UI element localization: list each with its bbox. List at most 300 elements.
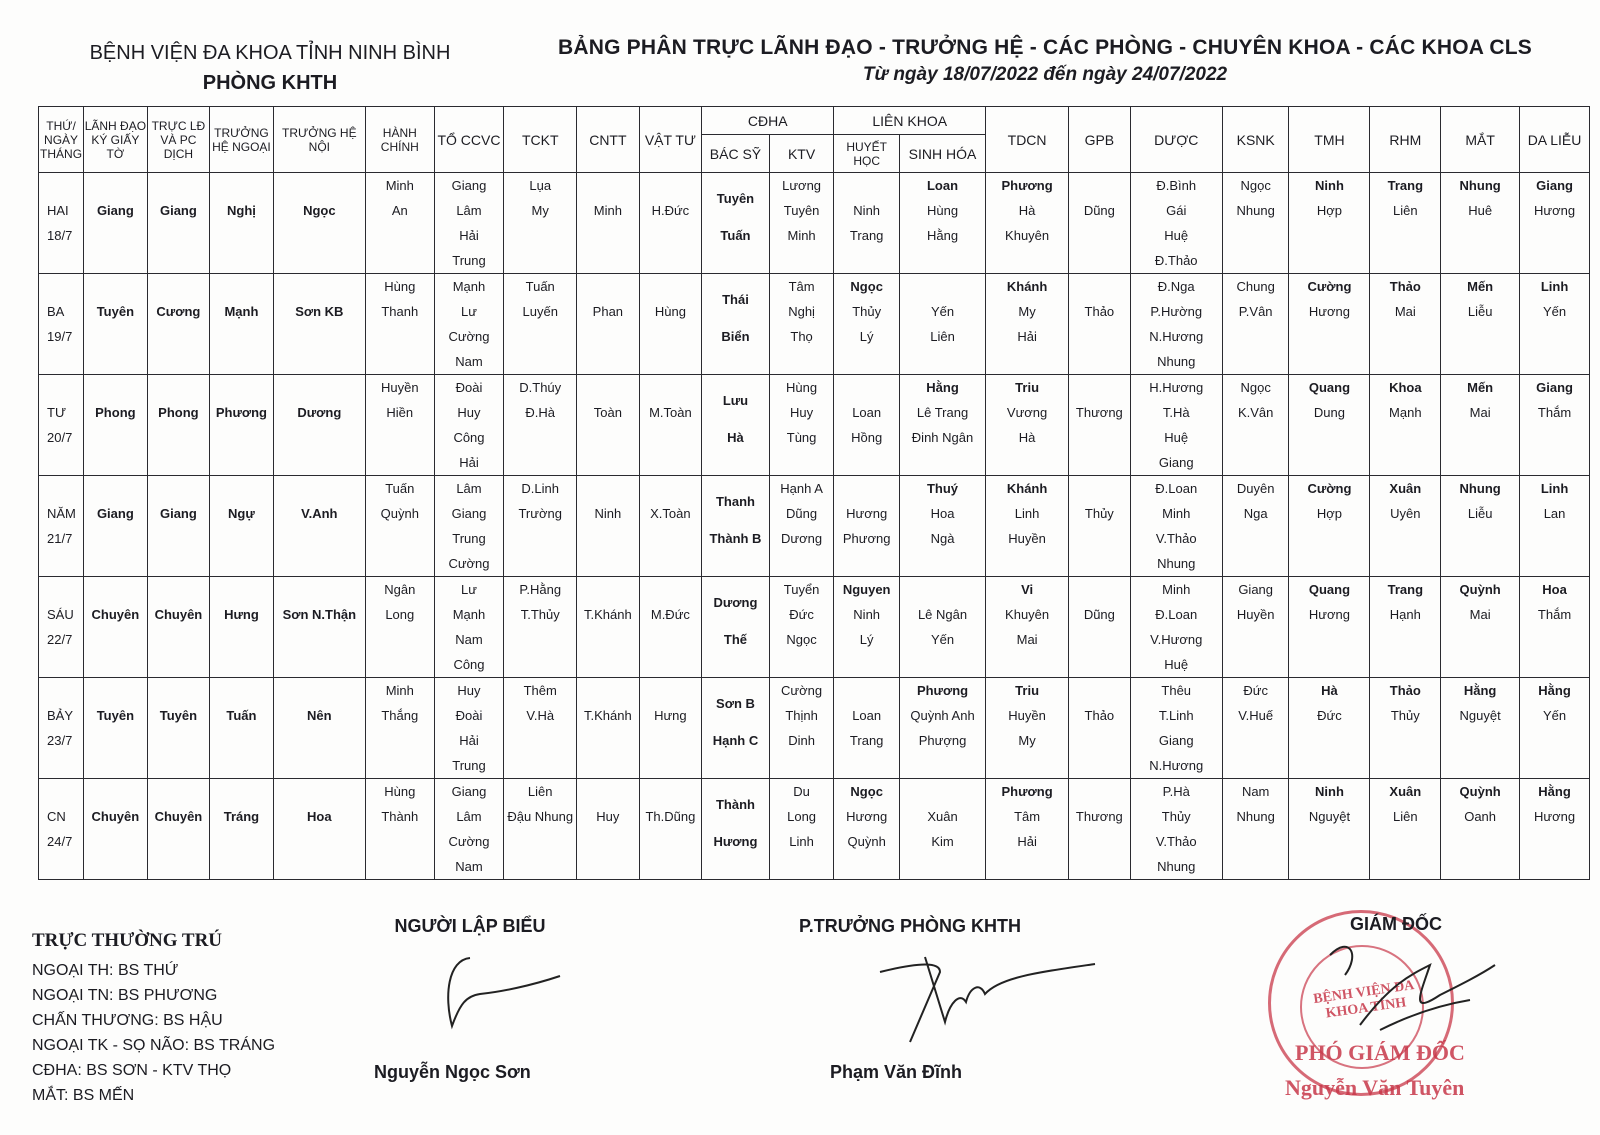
cell-tckt: Tuấn <box>504 274 577 300</box>
cell-truc <box>147 829 210 854</box>
col-tmh: TMH <box>1289 107 1370 173</box>
cell-hc <box>365 829 434 854</box>
cell-ktv: Tuyên <box>769 198 834 223</box>
deputy-title: P.TRƯỞNG PHÒNG KHTH <box>799 916 1021 936</box>
cell-ngoai <box>210 627 274 652</box>
cell-noi <box>273 829 365 854</box>
roster-row <box>39 804 1590 829</box>
director-signature-icon <box>1320 935 1500 1045</box>
cell-cntt: Ninh <box>577 501 640 526</box>
cell-to: Mạnh <box>434 274 504 300</box>
cell-rhm: Mạnh <box>1370 400 1441 425</box>
cell-vt <box>639 223 702 248</box>
cell-ksnk: Nam <box>1222 779 1289 805</box>
roster-row <box>39 198 1590 223</box>
cell-tckt: P.Hằng <box>504 577 577 603</box>
cell-ksnk: V.Huế <box>1222 703 1289 728</box>
cell-hh: Trang <box>834 223 900 248</box>
cell-tdcn: Huyền <box>986 526 1069 551</box>
cell-truc <box>147 476 210 502</box>
cell-rhm <box>1370 248 1441 274</box>
cell-gpb <box>1069 526 1131 551</box>
roster-row <box>39 602 1590 627</box>
cell-hc: Minh <box>365 173 434 199</box>
cell-vt: Hưng <box>639 703 702 728</box>
col-ksnk: KSNK <box>1222 107 1289 173</box>
cell-gpb <box>1069 324 1131 349</box>
cell-mat <box>1441 728 1520 753</box>
cell-ktv: Ngọc <box>769 627 834 652</box>
cell-ngoai <box>210 678 274 704</box>
cell-to: Công <box>434 652 504 678</box>
cell-sh: Phượng <box>899 728 985 753</box>
cell-gpb: Thủy <box>1069 501 1131 526</box>
cell-ld <box>84 274 148 300</box>
cell-rhm: Xuân <box>1370 779 1441 805</box>
cell-bac-sy <box>702 753 770 779</box>
cell-sh: Yến <box>899 299 985 324</box>
roster-row <box>39 223 1590 248</box>
cell-rhm <box>1370 349 1441 375</box>
cell-to: Trung <box>434 753 504 779</box>
director-title: GIÁM ĐỐC <box>1350 914 1442 934</box>
cell-vt: M.Đức <box>639 602 702 627</box>
cell-dl <box>1520 324 1590 349</box>
cell-duoc: Giang <box>1130 450 1222 476</box>
cell-bac-sy: Thế <box>702 627 770 652</box>
cell-tdcn: Vi <box>986 577 1069 603</box>
cell-truc <box>147 526 210 551</box>
cell-ktv <box>769 450 834 476</box>
cell-to: Công <box>434 425 504 450</box>
cell-tdcn: Huyền <box>986 703 1069 728</box>
cell-cntt <box>577 375 640 401</box>
cell-duoc: Minh <box>1130 501 1222 526</box>
cell-ld <box>84 854 148 880</box>
date-range: Từ ngày 18/07/2022 đến ngày 24/07/2022 <box>862 64 1228 85</box>
cell-rhm: Trang <box>1370 577 1441 603</box>
resident-line: NGOẠI TK - SỌ NÃO: BS TRÁNG <box>32 1037 276 1054</box>
cell-hc: Minh <box>365 678 434 704</box>
cell-mat <box>1441 551 1520 577</box>
cell-dl: Giang <box>1520 173 1590 199</box>
cell-hh <box>834 173 900 199</box>
cell-rhm: Mai <box>1370 299 1441 324</box>
cell-rhm <box>1370 627 1441 652</box>
roster-row <box>39 652 1590 678</box>
cell-ktv <box>769 652 834 678</box>
cell-tckt: Liên <box>504 779 577 805</box>
cell-rhm <box>1370 829 1441 854</box>
cell-noi <box>273 577 365 603</box>
cell-tmh: Hương <box>1289 299 1370 324</box>
col-rhm: RHM <box>1370 107 1441 173</box>
cell-noi <box>273 728 365 753</box>
cell-to: Nam <box>434 627 504 652</box>
cell-ld <box>84 526 148 551</box>
cell-cntt <box>577 829 640 854</box>
cell-cntt <box>577 248 640 274</box>
duty-roster-table <box>38 106 1590 880</box>
cell-ngoai <box>210 425 274 450</box>
cell-hh <box>834 375 900 401</box>
cell-gpb: Thảo <box>1069 703 1131 728</box>
cell-hh: Ngọc <box>834 779 900 805</box>
cell-noi <box>273 476 365 502</box>
cell-duoc: N.Hương <box>1130 753 1222 779</box>
day-blank <box>39 753 84 779</box>
col-duoc: DƯỢC <box>1130 107 1222 173</box>
cell-ngoai <box>210 248 274 274</box>
cell-tmh <box>1289 753 1370 779</box>
cell-gpb <box>1069 223 1131 248</box>
cell-noi: V.Anh <box>273 501 365 526</box>
cell-hh: Loan <box>834 703 900 728</box>
cell-rhm <box>1370 551 1441 577</box>
cell-tmh <box>1289 324 1370 349</box>
roster-row <box>39 753 1590 779</box>
roster-row <box>39 274 1590 300</box>
cell-tckt <box>504 627 577 652</box>
cell-dl <box>1520 450 1590 476</box>
cell-noi <box>273 450 365 476</box>
cell-noi <box>273 248 365 274</box>
cell-tmh <box>1289 854 1370 880</box>
cell-truc: Phong <box>147 400 210 425</box>
cell-gpb <box>1069 476 1131 502</box>
cell-truc: Giang <box>147 198 210 223</box>
cell-rhm <box>1370 223 1441 248</box>
cell-ktv: Tùng <box>769 425 834 450</box>
cell-hh: Lý <box>834 627 900 652</box>
cell-duoc: Đ.Loan <box>1130 476 1222 502</box>
cell-noi <box>273 854 365 880</box>
roster-row <box>39 501 1590 526</box>
cell-rhm: Thủy <box>1370 703 1441 728</box>
cell-cntt <box>577 173 640 199</box>
deputy-signature-block <box>790 916 1030 1082</box>
cell-noi <box>273 526 365 551</box>
cell-ld <box>84 829 148 854</box>
cell-truc: Chuyên <box>147 602 210 627</box>
cell-tmh <box>1289 425 1370 450</box>
cell-bac-sy: Thái <box>702 274 770 325</box>
cell-ngoai: Tuấn <box>210 703 274 728</box>
cell-duoc: Giang <box>1130 728 1222 753</box>
cell-truc: Cương <box>147 299 210 324</box>
cell-ktv: Tuyển <box>769 577 834 603</box>
cell-tmh <box>1289 728 1370 753</box>
cell-bac-sy <box>702 551 770 577</box>
cell-tckt: Lụa <box>504 173 577 199</box>
cell-bac-sy <box>702 450 770 476</box>
cell-tmh <box>1289 551 1370 577</box>
cell-hh: Hương <box>834 804 900 829</box>
cell-duoc: Thêu <box>1130 678 1222 704</box>
col-huyet-hoc: HUYẾT HỌC <box>834 135 900 173</box>
cell-noi <box>273 375 365 401</box>
cell-hc <box>365 324 434 349</box>
cell-dl <box>1520 627 1590 652</box>
cell-hh: Lý <box>834 324 900 349</box>
cell-rhm: Trang <box>1370 173 1441 199</box>
cell-gpb: Thảo <box>1069 299 1131 324</box>
cell-tckt <box>504 526 577 551</box>
cell-noi <box>273 223 365 248</box>
cell-hc <box>365 425 434 450</box>
cell-tckt: My <box>504 198 577 223</box>
resident-line: CĐHA: BS SƠN - KTV THỌ <box>32 1062 232 1079</box>
cell-noi: Sơn N.Thận <box>273 602 365 627</box>
cell-tdcn: Vương <box>986 400 1069 425</box>
cell-noi <box>273 779 365 805</box>
cell-ktv: Minh <box>769 223 834 248</box>
cell-ksnk <box>1222 652 1289 678</box>
cell-vt <box>639 753 702 779</box>
cell-truc <box>147 248 210 274</box>
roster-row <box>39 854 1590 880</box>
cell-tckt: D.Thúy <box>504 375 577 401</box>
day-blank <box>39 476 84 502</box>
cell-duoc: Nhung <box>1130 551 1222 577</box>
cell-ksnk <box>1222 248 1289 274</box>
cell-ngoai <box>210 375 274 401</box>
cell-mat <box>1441 349 1520 375</box>
cell-vt <box>639 728 702 753</box>
day-date: 23/7 <box>39 728 84 753</box>
cell-tckt: D.Linh <box>504 476 577 502</box>
cell-mat: Mến <box>1441 375 1520 401</box>
cell-rhm: Thảo <box>1370 678 1441 704</box>
cell-hc: Thành <box>365 804 434 829</box>
cell-bac-sy: Hạnh C <box>702 728 770 753</box>
cell-ngoai <box>210 551 274 577</box>
cell-hc <box>365 551 434 577</box>
day-blank <box>39 375 84 401</box>
cell-tmh: Đức <box>1289 703 1370 728</box>
cell-ktv: Thịnh <box>769 703 834 728</box>
cell-bac-sy: Biển <box>702 324 770 349</box>
cell-vt <box>639 450 702 476</box>
cell-sh <box>899 854 985 880</box>
cell-noi <box>273 349 365 375</box>
cell-rhm: Khoa <box>1370 375 1441 401</box>
cell-rhm: Xuân <box>1370 476 1441 502</box>
cell-noi <box>273 678 365 704</box>
cell-mat: Mai <box>1441 400 1520 425</box>
cell-tmh: Quang <box>1289 375 1370 401</box>
cell-tckt: V.Hà <box>504 703 577 728</box>
cell-to: Lư <box>434 577 504 603</box>
cell-hh: Loan <box>834 400 900 425</box>
cell-to: Trung <box>434 526 504 551</box>
day-blank <box>39 779 84 805</box>
cell-cntt: Toàn <box>577 400 640 425</box>
cell-to: Cường <box>434 324 504 349</box>
cell-bac-sy: Sơn B <box>702 678 770 729</box>
day-name: CN <box>39 804 84 829</box>
cell-hc <box>365 728 434 753</box>
cell-ld <box>84 551 148 577</box>
cell-truc <box>147 450 210 476</box>
cell-ld: Chuyên <box>84 804 148 829</box>
cell-truc: Giang <box>147 501 210 526</box>
cell-sh: Hằng <box>899 223 985 248</box>
col-ktv: KTV <box>769 135 834 173</box>
cell-gpb: Dũng <box>1069 602 1131 627</box>
cell-hh <box>834 652 900 678</box>
cell-ld <box>84 678 148 704</box>
day-name: SÁU <box>39 602 84 627</box>
cell-ktv <box>769 854 834 880</box>
cell-ktv: Hùng <box>769 375 834 401</box>
cell-ksnk: K.Vân <box>1222 400 1289 425</box>
cell-hh: Phương <box>834 526 900 551</box>
roster-row <box>39 248 1590 274</box>
roster-row <box>39 299 1590 324</box>
cell-hh <box>834 349 900 375</box>
cell-vt: Th.Dũng <box>639 804 702 829</box>
cell-ksnk: Huyền <box>1222 602 1289 627</box>
cell-truc <box>147 425 210 450</box>
cell-sh <box>899 450 985 476</box>
cell-mat: Oanh <box>1441 804 1520 829</box>
cell-tdcn <box>986 248 1069 274</box>
cell-dl: Giang <box>1520 375 1590 401</box>
cell-vt <box>639 854 702 880</box>
cell-cntt <box>577 854 640 880</box>
cell-rhm: Thảo <box>1370 274 1441 300</box>
document-title-block <box>500 36 1590 86</box>
cell-ld <box>84 450 148 476</box>
cell-ktv: Thọ <box>769 324 834 349</box>
cell-mat <box>1441 627 1520 652</box>
cell-duoc: T.Hà <box>1130 400 1222 425</box>
cell-tmh <box>1289 450 1370 476</box>
cell-tdcn: Phương <box>986 779 1069 805</box>
resident-line: NGOẠI TN: BS PHƯƠNG <box>32 987 218 1004</box>
col-gpb: GPB <box>1069 107 1131 173</box>
cell-cntt <box>577 728 640 753</box>
cell-dl <box>1520 854 1590 880</box>
resident-duty-block <box>32 930 275 1108</box>
cell-tckt <box>504 652 577 678</box>
cell-tdcn: Triu <box>986 678 1069 704</box>
cell-to: Giang <box>434 173 504 199</box>
cell-tckt: Luyến <box>504 299 577 324</box>
maker-name: Nguyễn Ngọc Sơn <box>374 1062 531 1082</box>
cell-ksnk: Chung <box>1222 274 1289 300</box>
cell-ktv: Long <box>769 804 834 829</box>
cell-hh <box>834 450 900 476</box>
cell-mat: Mai <box>1441 602 1520 627</box>
day-blank <box>39 577 84 603</box>
cell-tmh <box>1289 223 1370 248</box>
cell-vt <box>639 324 702 349</box>
cell-rhm <box>1370 450 1441 476</box>
cell-duoc: Nhung <box>1130 854 1222 880</box>
cell-ld <box>84 577 148 603</box>
cell-to: Giang <box>434 501 504 526</box>
col-tckt: TCKT <box>504 107 577 173</box>
cell-dl: Linh <box>1520 476 1590 502</box>
cell-ksnk <box>1222 425 1289 450</box>
cell-vt <box>639 829 702 854</box>
cell-gpb <box>1069 425 1131 450</box>
cell-gpb <box>1069 274 1131 300</box>
cell-vt: Hùng <box>639 299 702 324</box>
cell-cntt <box>577 753 640 779</box>
cell-tdcn: My <box>986 728 1069 753</box>
cell-sh: Hằng <box>899 375 985 401</box>
cell-ld: Phong <box>84 400 148 425</box>
cell-ld: Tuyên <box>84 703 148 728</box>
cell-vt <box>639 627 702 652</box>
cell-ngoai <box>210 324 274 349</box>
cell-hc: Quỳnh <box>365 501 434 526</box>
cell-to: Đoài <box>434 703 504 728</box>
cell-hh <box>834 551 900 577</box>
cell-tckt <box>504 450 577 476</box>
cell-noi: Hoa <box>273 804 365 829</box>
cell-hh <box>834 854 900 880</box>
cell-tdcn <box>986 349 1069 375</box>
day-name: BA <box>39 299 84 324</box>
cell-tmh <box>1289 652 1370 678</box>
cell-ngoai <box>210 854 274 880</box>
cell-ld <box>84 425 148 450</box>
cell-tckt <box>504 248 577 274</box>
cell-truc <box>147 551 210 577</box>
cell-sh <box>899 551 985 577</box>
cell-mat: Nhung <box>1441 173 1520 199</box>
cell-ksnk <box>1222 349 1289 375</box>
cell-duoc: P.Hà <box>1130 779 1222 805</box>
cell-ksnk: Nga <box>1222 501 1289 526</box>
resident-line: CHẤN THƯƠNG: BS HẬU <box>32 1012 223 1029</box>
cell-truc: Tuyên <box>147 703 210 728</box>
resident-line: NGOẠI TH: BS THỨ <box>32 962 179 979</box>
cell-duoc: Nhung <box>1130 349 1222 375</box>
col-sinh-hoa: SINH HÓA <box>899 135 985 173</box>
day-date: 24/7 <box>39 829 84 854</box>
cell-gpb: Thương <box>1069 804 1131 829</box>
deputy-signature-icon <box>870 942 1100 1052</box>
cell-mat: Nhung <box>1441 476 1520 502</box>
cell-ld <box>84 324 148 349</box>
cell-ksnk: Giang <box>1222 577 1289 603</box>
roster-row <box>39 450 1590 476</box>
cell-to: Lâm <box>434 804 504 829</box>
cell-tdcn <box>986 551 1069 577</box>
cell-duoc: Đ.Thảo <box>1130 248 1222 274</box>
cell-tdcn: Khuyên <box>986 602 1069 627</box>
cell-ksnk <box>1222 728 1289 753</box>
cell-tdcn: Hà <box>986 425 1069 450</box>
cell-ktv: Du <box>769 779 834 805</box>
cell-noi <box>273 753 365 779</box>
cell-ld <box>84 779 148 805</box>
cell-ktv <box>769 349 834 375</box>
roster-row <box>39 173 1590 199</box>
cell-hc <box>365 753 434 779</box>
day-blank <box>39 274 84 300</box>
cell-hc: Ngân <box>365 577 434 603</box>
cell-ktv: Nghị <box>769 299 834 324</box>
cell-mat: Liễu <box>1441 299 1520 324</box>
cell-vt <box>639 274 702 300</box>
cell-ngoai <box>210 349 274 375</box>
